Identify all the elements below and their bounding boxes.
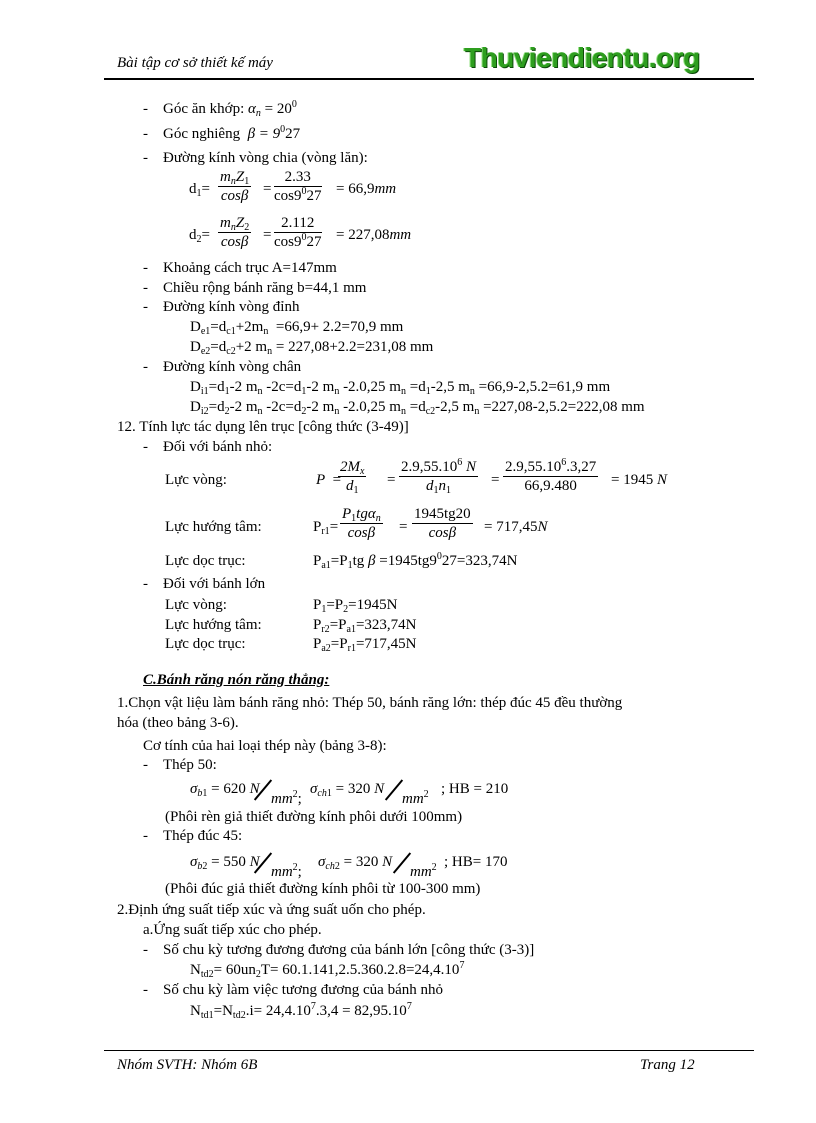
formula-pr1-frac1: $P_1tg\alpha_n$ cosβ	[342, 506, 381, 541]
label-luc-doc-truc: Lực dọc trục:	[165, 553, 246, 569]
formula-de1: $D_{e1}=d_{c1}+2m_n =66,9+ 2.2=70,9$ mm	[190, 319, 404, 337]
equals-sign: =	[263, 227, 272, 243]
unit-mm2: $mm^2$	[410, 862, 437, 880]
formula-p-frac2: $\frac{2.9,55.10^6 N}{d_1n_1}$	[401, 457, 477, 496]
formula-p-frac3: $\frac{2.9,55.10^6.3,27}{66,9.480}$	[505, 457, 597, 494]
section-2-heading: 2.Định ứng suất tiếp xúc và ứng suất uốn cho phép.	[117, 902, 426, 918]
fraction-slash	[393, 852, 411, 873]
formula-d2-result: = 227,08mm	[336, 227, 412, 243]
hb-value: ; HB= 170	[444, 854, 508, 870]
formula-d1-label: $d_1=$	[189, 181, 210, 199]
formula-pa1: $P_{a1}=P_1tg$ $\beta =1945tg9^027=323,74N$	[313, 551, 518, 571]
page-number: Trang 12	[640, 1057, 695, 1073]
paragraph-line: (Phôi đúc giả thiết đường kính phôi từ 100-300 mm)	[165, 881, 481, 897]
list-item: - Thép 50:	[143, 757, 217, 773]
section-c-heading: C.Bánh răng nón răng thẳng:	[143, 672, 330, 688]
formula-pr1-frac2: $\frac{1945tg20}{\cos\beta}$	[414, 506, 471, 541]
formula-d2-frac1: $m_nZ_2$ cosβ	[220, 215, 250, 250]
paragraph-line: 1.Chọn vật liệu làm bánh răng nhỏ: Thép 50, bánh răng lớn: thép đúc 45 đều thường	[117, 695, 623, 711]
list-item: - Chiều rộng bánh răng b=44,1 mm	[143, 280, 367, 296]
formula-d1-result: = 66,9mm	[336, 181, 397, 197]
formula-p-frac1: $\frac{2M_x}{d_1}$	[340, 459, 365, 496]
list-item: - Đối với bánh nhỏ:	[143, 439, 273, 455]
formula-big-ph: $P_{r2}=P_{a1}=323,74N$	[313, 617, 417, 635]
list-item: - Đường kính vòng chia (vòng lăn):	[143, 150, 368, 166]
formula-pr1-result: = 717,45N	[484, 519, 548, 535]
formula-d2-frac2: $\frac{2.112}{\cos 9^027}$	[274, 215, 322, 250]
formula-di1: $D_{i1}=d_1-2$ $m_n$ $-2c=d_1-2$ $m_n$ -2.0,25 $m_n =d_1-2,5$ $m_n =66,9-2,5.2=61,9$ mm	[190, 379, 611, 397]
formula-d2-label: $d_2=$	[189, 227, 210, 245]
equals-sign: =	[263, 181, 272, 197]
list-item: - Góc nghiêng $\beta = 9^027$	[143, 124, 301, 142]
unit-mm2: $mm^2$	[402, 789, 429, 807]
paragraph-line: hóa (theo bảng 3-6).	[117, 715, 239, 731]
list-item: - Đối với bánh lớn	[143, 576, 266, 592]
formula-d1-frac1: $m_nZ_1$ cosβ	[220, 169, 250, 204]
formula-sigma-ch2: $\sigma_{ch2} = 320$ N	[318, 854, 393, 872]
list-item: - Góc ăn khớp: $\alpha_n = 20^0$	[143, 99, 297, 119]
paragraph-line: Cơ tính của hai loại thép này (bảng 3-8):	[143, 738, 387, 754]
label-luc-huong-tam: Lực hướng tâm:	[165, 519, 262, 535]
formula-sigma-1: $\sigma_{b1} = 620$ N	[190, 781, 260, 799]
formula-de2: $D_{e2}=d_{c2}+2$ $m_n = 227,08+2.2=231,08$ mm	[190, 339, 434, 357]
unit-mm2: $mm^2$;	[271, 789, 302, 807]
equals-sign: =	[491, 472, 500, 488]
list-item: - Khoảng cách trục A=147mm	[143, 260, 337, 276]
formula-ntd1: $N_{td1}=N_{td2}.i= 24,4.10^7.3,4 = 82,95.10^7$	[190, 1001, 412, 1021]
formula-big-pv: $P_1=P_2=1945N$	[313, 597, 398, 615]
paragraph-line: a.Ứng suất tiếp xúc cho phép.	[143, 922, 322, 938]
list-item: - Số chu kỳ làm việc tương đương của bánh nhỏ	[143, 982, 443, 998]
list-item: - Đường kính vòng chân	[143, 359, 302, 375]
formula-p: P =	[316, 472, 342, 488]
equals-sign: =	[387, 472, 396, 488]
formula-big-pd: $P_{a2}=P_{r1}=717,45N$	[313, 636, 417, 654]
label-luc-doc-truc: Lực dọc trục:	[165, 636, 246, 652]
label-luc-vong: Lực vòng:	[165, 597, 227, 613]
list-item: - Đường kính vòng đỉnh	[143, 299, 300, 315]
formula-d1-frac2: $\frac{2.33}{\cos 9^027}$	[274, 169, 322, 204]
formula-sigma-2: $\sigma_{b2} = 550$ N	[190, 854, 260, 872]
formula-di2: $D_{i2}=d_2-2$ $m_n$ $-2c=d_2-2$ $m_n$ -2.0,25 $m_n =d_{c2}-2,5$ $m_n =227,08-2,5.2=222,08$ mm	[190, 399, 645, 417]
equals-sign: =	[399, 519, 408, 535]
unit-mm2: $mm^2$;	[271, 862, 302, 880]
hb-value: ; HB = 210	[441, 781, 509, 797]
formula-pr1-label: $P_{r1}=$	[313, 519, 339, 537]
footer-rule	[104, 1050, 754, 1051]
formula-ntd2: $N_{td2}= 60un_2T= 60.1.141,2.5.360.2.8=24,4.10^7$	[190, 960, 465, 980]
formula-p-result: = 1945 N	[611, 472, 667, 488]
footer-group: Nhóm SVTH: Nhóm 6B	[117, 1057, 258, 1073]
formula-sigma-ch1: $\sigma_{ch1} = 320$ N	[310, 781, 385, 799]
header-rule	[104, 78, 754, 80]
site-logo[interactable]: Thuviendientu.org	[464, 42, 700, 73]
list-item: - Thép đúc 45:	[143, 828, 243, 844]
fraction-slash	[385, 779, 403, 800]
label-luc-vong: Lực vòng:	[165, 472, 227, 488]
section-12-heading: 12. Tính lực tác dụng lên trục [công thức (3-49)]	[117, 419, 409, 435]
label-luc-huong-tam: Lực hướng tâm:	[165, 617, 262, 633]
paragraph-line: (Phôi rèn giả thiết đường kính phôi dưới 100mm)	[165, 809, 463, 825]
document-header-title: Bài tập cơ sở thiết kế máy	[117, 55, 273, 71]
list-item: - Số chu kỳ tương đương đương của bánh lớn [công thức (3-3)]	[143, 942, 535, 958]
